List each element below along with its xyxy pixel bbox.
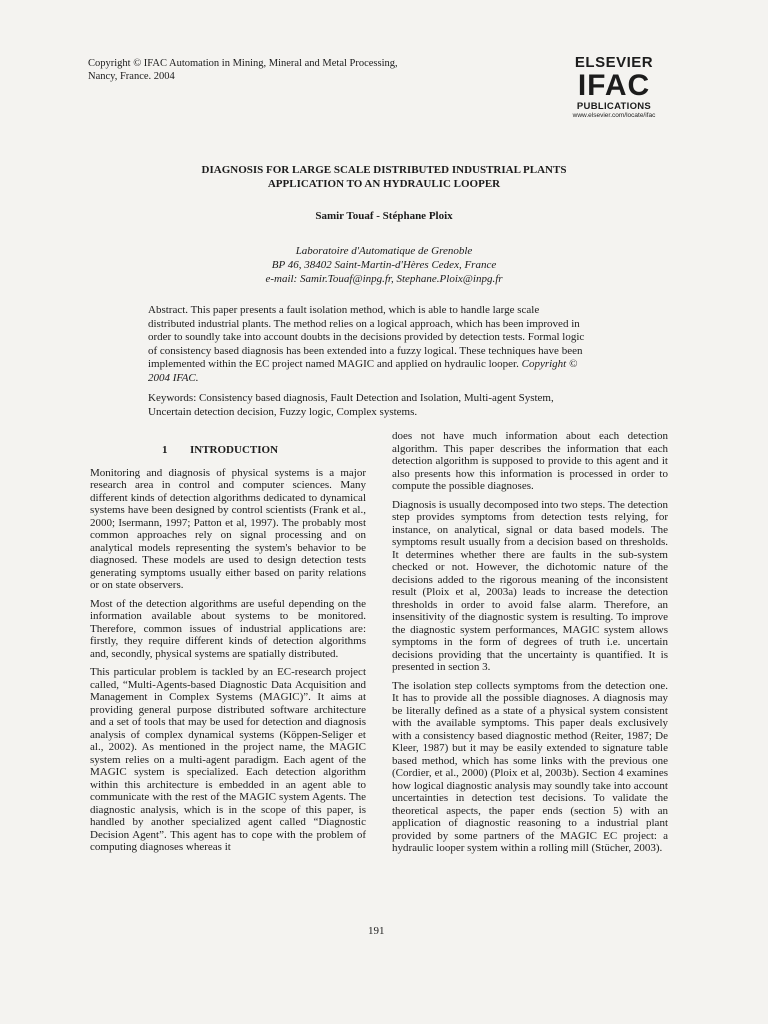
elsevier-ifac-logo bbox=[566, 55, 662, 120]
page-number: 191 bbox=[368, 925, 385, 937]
paragraph: This particular problem is tackled by an EC-research project called, “Multi-Agents-based Diagnostic Data Acquisition and Management in Complex Systems (MAGIC)”. It aims at providing general purpose distributed software architecture and a set of tools that may be used for detection and diagnosis analysis of complex dynamical systems (Köppen-Seliger et al., 2002). As mentioned in the project name, the MAGIC system relies on a multi-agent paradigm. Each agent of the MAGIC system is specialized. Each detection algorithm within this architecture is embedded in an agent able to communicate with the rest of the MAGIC system Agents. The diagnostic analysis, which is in the scope of this paper, is handled by another specialized agent called “Diagnostic Decision Agent”. This agent has to cope with the problem of computing diagnoses whereas it bbox=[90, 666, 366, 853]
paper-affiliation bbox=[100, 244, 668, 286]
abstract bbox=[148, 304, 588, 385]
logo-publications: PUBLICATIONS bbox=[576, 101, 652, 112]
paragraph: Diagnosis is usually decomposed into two steps. The detection step provides symptoms from detection tests relying, for instance, on analytical, signal or data based models. The symptoms result usually from a decision based on thresholds. It determines whether there are faults in the sub-system checked or not. However, the dichotomic nature of the decisions added to the rigorous meaning of the inconsistent result (Ploix et al, 2003a) leads to increase the detection thresholds in order to avoid false alarm. Therefore, an insensitivity of the diagnostic system is resulting. To improve the diagnostic system performances, MAGIC system allows symptoms in the form of degrees of truth i.e. uncertain decisions providing that the uncertainty is quantified. It is presented in section 3. bbox=[392, 498, 668, 673]
title-line-1: DIAGNOSIS FOR LARGE SCALE DISTRIBUTED INDUSTRIAL PLANTS bbox=[201, 164, 567, 176]
abstract-text: Abstract. This paper presents a fault isolation method, which is able to handle large scale distributed industrial plants. The method relies on a logical approach, which has been improved in order to soundly take into account doubts in the decisions provided by detection tests. Formal logic of consistency based diagnosis has been extended into a fuzzy logical. These techniques have been implemented within the EC project named MAGIC and applied on hydraulic looper. bbox=[148, 304, 585, 370]
affiliation-line-3: e-mail: Samir.Touaf@inpg.fr, Stephane.Ploix@inpg.fr bbox=[265, 273, 503, 285]
affiliation-line-2: BP 46, 38402 Saint-Martin-d'Hères Cedex, France bbox=[271, 259, 497, 271]
affiliation-line-1: Laboratoire d'Automatique de Grenoble bbox=[295, 245, 473, 257]
paper-title bbox=[100, 163, 668, 191]
paper-authors: Samir Touaf - Stéphane Ploix bbox=[315, 210, 453, 222]
section-heading bbox=[90, 444, 366, 457]
abstract-copyright: Copyright © 2004 IFAC. bbox=[148, 358, 578, 384]
copyright-notice bbox=[88, 57, 488, 83]
keywords: Keywords: Consistency based diagnosis, Fault Detection and Isolation, Multi-agent System, Uncertain detection decision, Fuzzy logic, Complex systems. bbox=[148, 392, 554, 418]
section-number: 1 bbox=[162, 444, 168, 456]
logo-ifac: IFAC bbox=[577, 69, 651, 102]
title-line-2: APPLICATION TO AN HYDRAULIC LOOPER bbox=[267, 178, 501, 190]
section-title: INTRODUCTION bbox=[190, 444, 279, 456]
paragraph: Monitoring and diagnosis of physical systems is a major research area in control and computer sciences. Many different kinds of detection algorithms dedicated to dynamical systems have been designed by control scientists (Frank et al., 2000; Isermann, 1997; Patton et al, 1997). The probably most common approaches rely on signal processing and on analytical models representing the system's behavior to be diagnosed. These models are used to design detection tests generating symptoms usually either based on parity relations or on state observers. bbox=[90, 466, 366, 591]
logo-url: www.elsevier.com/locate/ifac bbox=[572, 112, 656, 119]
paragraph: does not have much information about each detection algorithm. This paper describes the information that each detection algorithm is supposed to provide to this agent and it also presents how this information is processed in order to compute the possible diagnoses. bbox=[392, 430, 668, 492]
paragraph: The isolation step collects symptoms from the detection one. It has to provide all the possible diagnoses. A diagnosis may be literally defined as a state of a physical system consistent with the available symptoms. This paper deals exclusively with a consistency based diagnostic method (Reiter, 1987; De Kleer, 1987) but it may be easily extended to signature table based method, which has some links with the previous one (Cordier, et al., 2000) (Ploix et al, 2003b). Section 4 examines how logical diagnostic analysis may soundly take into account uncertainties in detection test decisions. To validate the theoretical aspects, the paper ends (section 5) with an application of diagnostic reasoning to a industrial plant provided by some partners of the MAGIC EC project: a hydraulic looper system within a rolling mill (Stücher, 2003). bbox=[392, 679, 668, 854]
copyright-line-2: Nancy, France. 2004 bbox=[88, 71, 175, 82]
paragraph: Most of the detection algorithms are useful depending on the information available about systems to be monitored. Therefore, common issues of industrial applications are: firstly, they require different kinds of detection algorithms and, secondly, physical systems are spatially distributed. bbox=[90, 597, 366, 660]
copyright-line-1: Copyright © IFAC Automation in Mining, Mineral and Metal Processing, bbox=[88, 58, 398, 69]
left-column bbox=[90, 430, 366, 860]
right-column bbox=[392, 430, 668, 861]
logo-elsevier: ELSEVIER bbox=[574, 54, 654, 71]
